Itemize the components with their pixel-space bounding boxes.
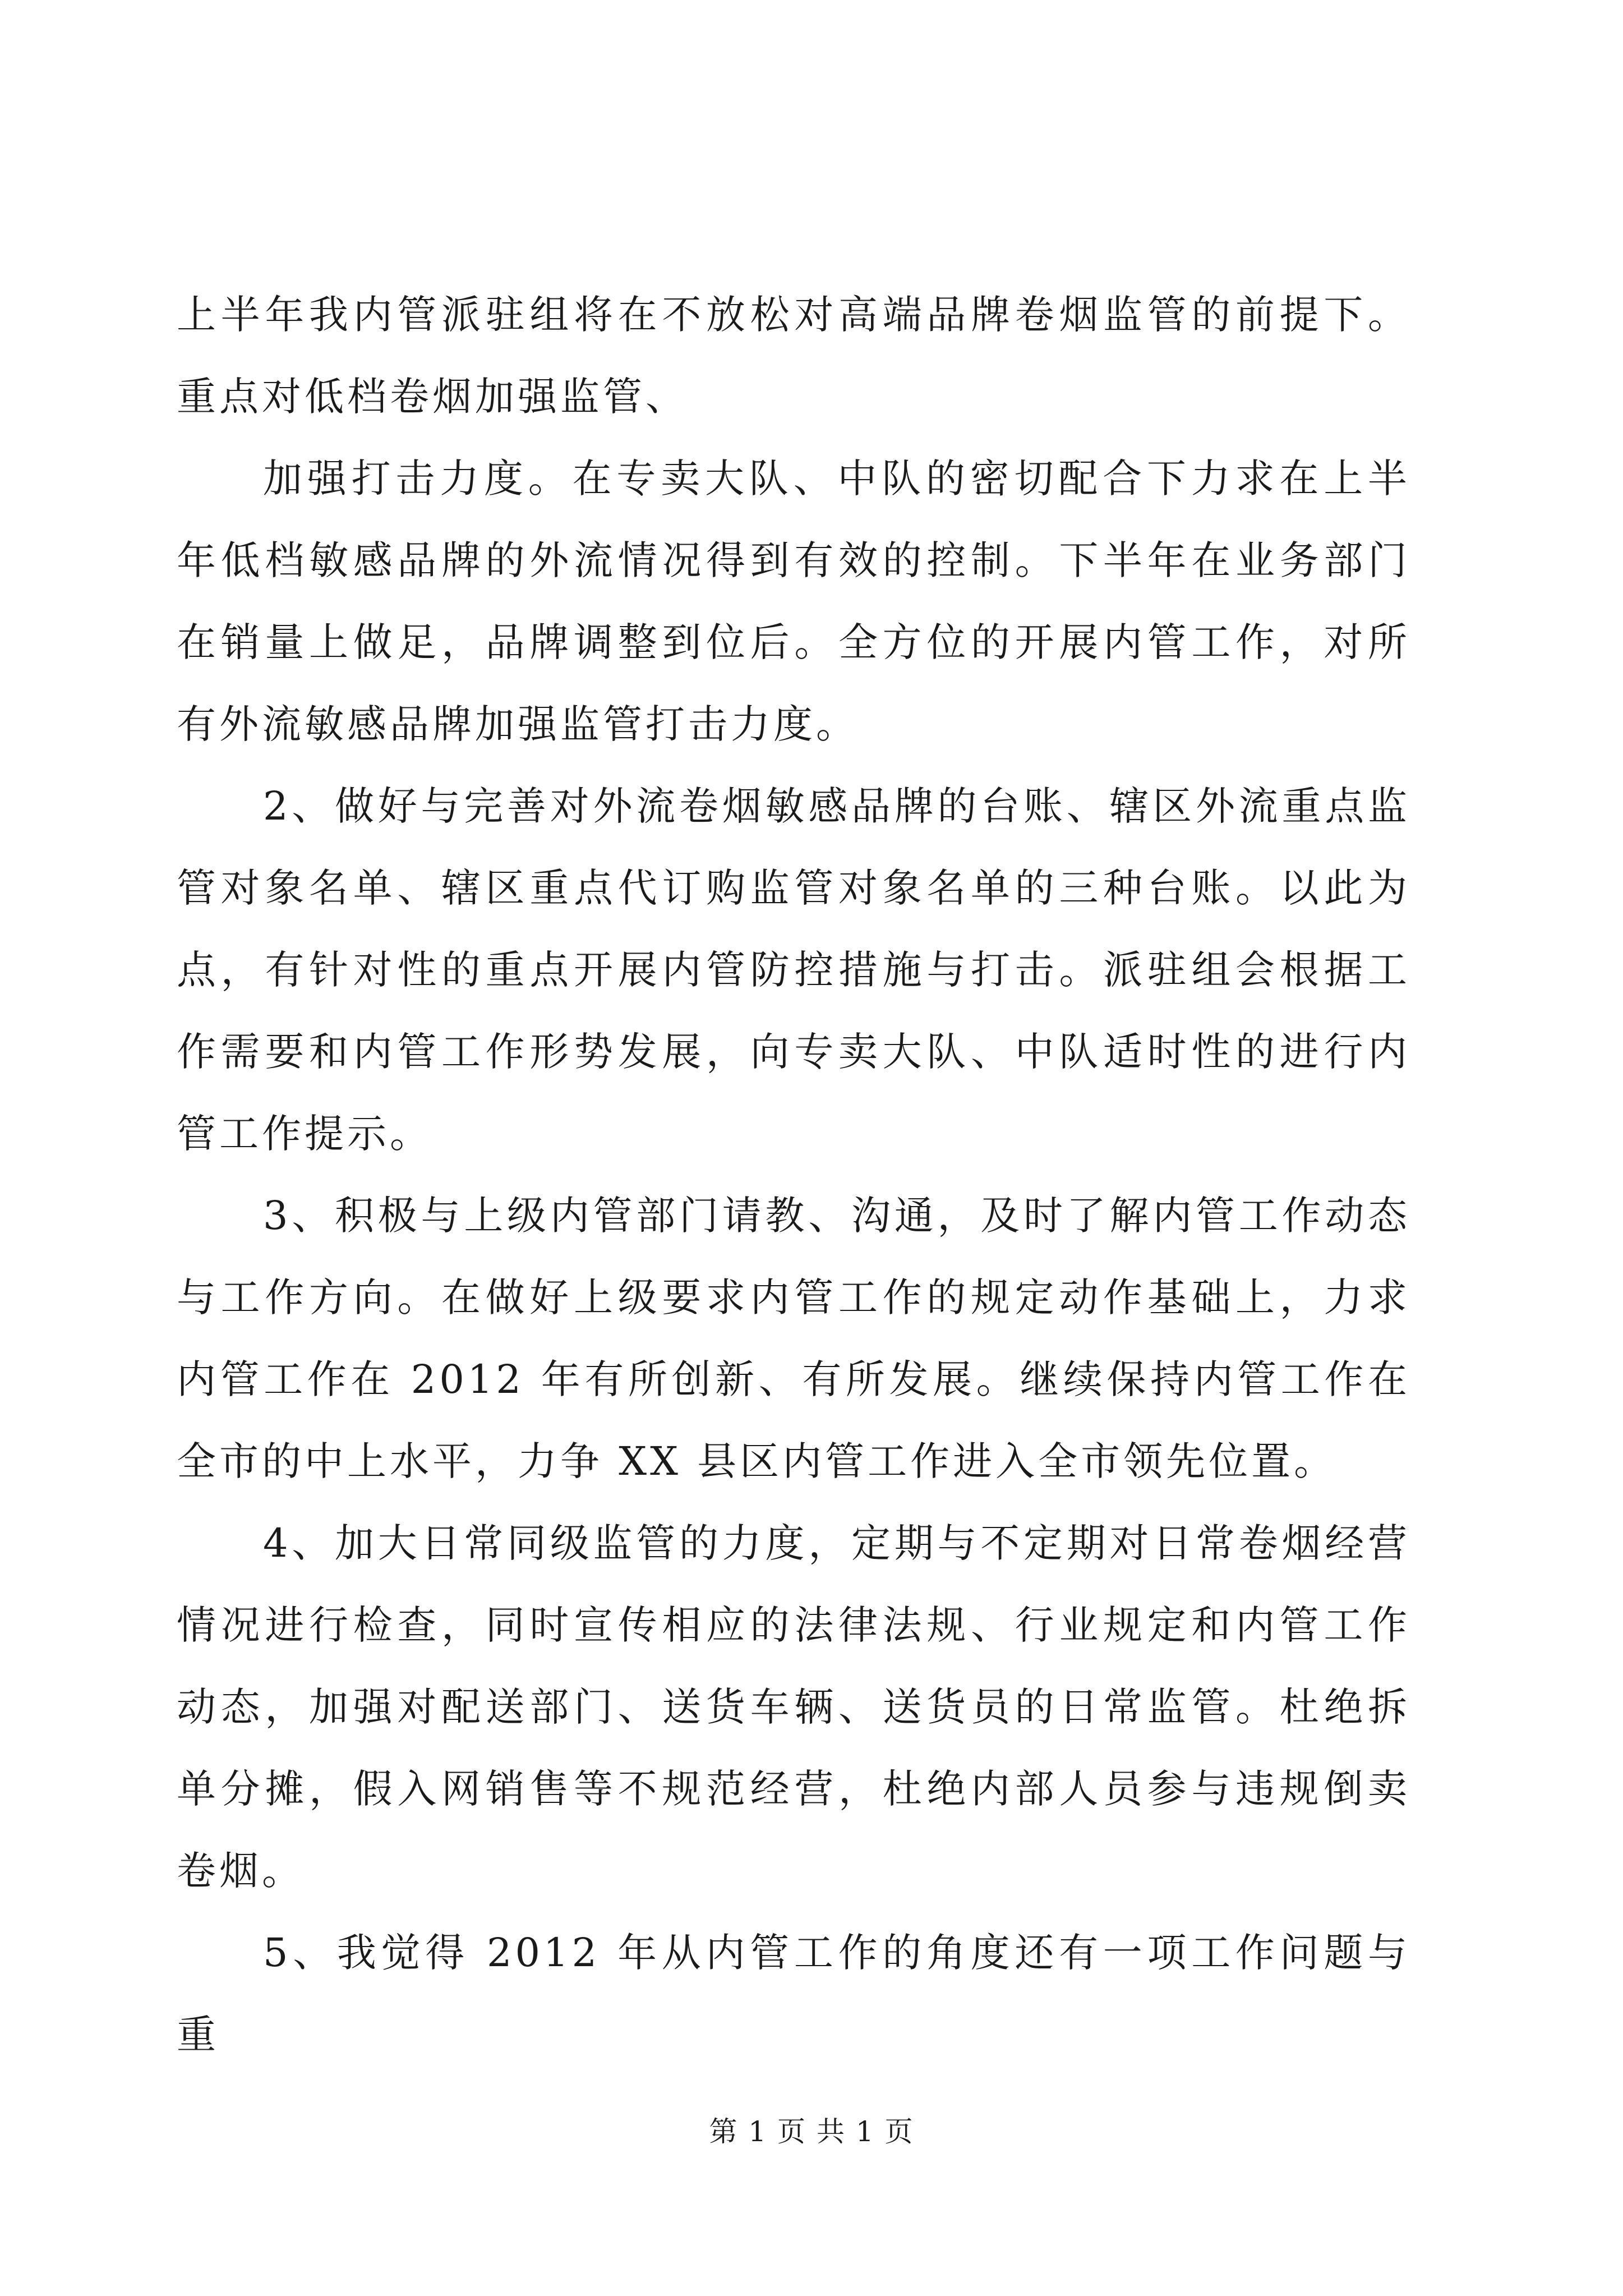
paragraph-4: 3、积极与上级内管部门请教、沟通，及时了解内管工作动态与工作方向。在做好上级要求内管工作的规定动作基础上，力求内管工作在 2012 年有所创新、有所发展。继续保持内管工作在全市的中上水平，力争 XX 县区内管工作进入全市领先位置。 [177,1193,1410,1484]
paragraph-1: 上半年我内管派驻组将在不放松对高端品牌卷烟监管的前提下。重点对低档卷烟加强监管、 [177,292,1410,420]
paragraph-3: 2、做好与完善对外流卷烟敏感品牌的台账、辖区外流重点监管对象名单、辖区重点代订购监管对象名单的三种台账。以此为点，有针对性的重点开展内管防控措施与打击。派驻组会根据工作需要和内管工作形势发展，向专卖大队、中队适时性的进行内管工作提示。 [177,783,1410,1157]
document-body [177,274,1410,2076]
paragraph-2: 加强打击力度。在专卖大队、中队的密切配合下力求在上半年低档敏感品牌的外流情况得到有效的控制。下半年在业务部门在销量上做足，品牌调整到位后。全方位的开展内管工作，对所有外流敏感品牌加强监管打击力度。 [177,455,1410,747]
paragraph-5: 4、加大日常同级监管的力度，定期与不定期对日常卷烟经营情况进行检查，同时宣传相应的法律法规、行业规定和内管工作动态，加强对配送部门、送货车辆、送货员的日常监管。杜绝拆单分摊，假入网销售等不规范经营，杜绝内部人员参与违规倒卖卷烟。 [177,1520,1410,1894]
page-footer: 第 1 页 共 1 页 [709,2115,914,2148]
paragraph-6: 5、我觉得 2012 年从内管工作的角度还有一项工作问题与重 [177,1930,1410,2058]
